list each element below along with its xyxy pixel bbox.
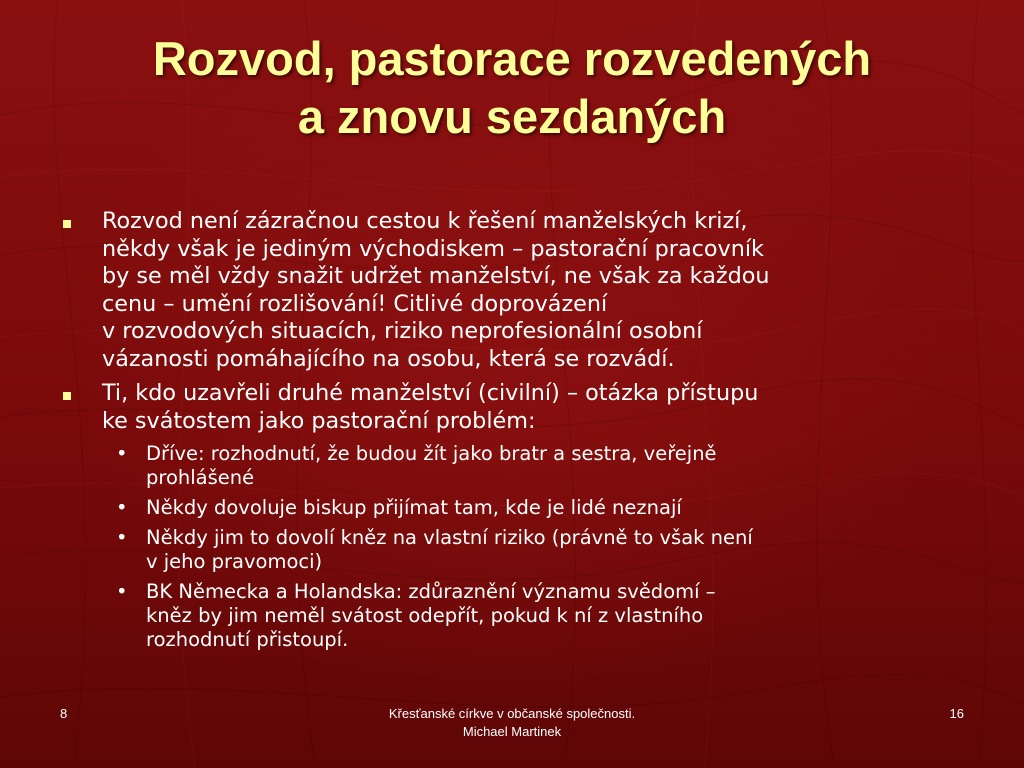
footer-caption (312, 705, 712, 741)
bullet-text-line: by se měl vždy snažit udržet manželství, ne však za každou (102, 263, 770, 289)
bullet-text-line: někdy však je jediným východiskem – pastorační pracovník (102, 235, 764, 262)
round-bullet-icon: • (116, 496, 128, 519)
sub-bullet-text-line: Někdy jim to dovolí kněz na vlastní riziko (právně to však není (146, 526, 753, 549)
square-bullet-icon (63, 220, 71, 228)
sub-bullet-text-line: Někdy dovoluje biskup přijímat tam, kde je lidé neznají (146, 496, 682, 519)
footer-caption-line: Křesťanské církve v občanské společnosti. (388, 706, 636, 721)
sub-bullet-item (60, 526, 975, 574)
sub-bullet-text-line: Dříve: rozhodnutí, že budou žít jako bratr a sestra, veřejně (146, 442, 717, 465)
sub-bullet-item (60, 496, 975, 520)
round-bullet-icon: • (116, 580, 128, 603)
bullet-list (60, 208, 975, 658)
slide-title-line: Rozvod, pastorace rozvedených (152, 32, 872, 85)
round-bullet-icon: • (116, 442, 128, 465)
bullet-text-line: Ti, kdo uzavřeli druhé manželství (civilní) – otázka přístupu (102, 380, 759, 406)
bullet-text-line: ke svátostem jako pastorační problém: (102, 407, 536, 434)
sub-bullet-text-line: prohlášené (146, 466, 255, 489)
footer-caption-line: Michael Martinek (462, 724, 562, 739)
round-bullet-icon: • (116, 526, 128, 549)
slide-title-line: a znovu sezdaných (297, 90, 727, 143)
sub-bullet-text-line: kněz by jim neměl svátost odepřít, pokud k ní z vlastního (146, 604, 704, 627)
page-number: 16 (949, 706, 964, 721)
slide-title (40, 30, 984, 146)
slide-number-left: 8 (60, 706, 68, 721)
sub-bullet-text-line: rozhodnutí přistoupí. (146, 628, 349, 651)
bullet-text-line: v rozvodových situacích, riziko neprofesionální osobní (102, 318, 703, 344)
bullet-text-line: Rozvod není zázračnou cestou k řešení manželských krizí, (102, 208, 748, 234)
bullet-text-line: vázanosti pomáhajícího na osobu, která se rozvádí. (102, 345, 675, 372)
bullet-item (60, 208, 975, 373)
square-bullet-icon (63, 392, 71, 400)
bullet-text-line: cenu – umění rozlišování! Citlivé doprovázení (102, 290, 608, 317)
sub-bullet-text-line: BK Německa a Holandska: zdůraznění významu svědomí – (146, 580, 716, 603)
sub-bullet-item (60, 580, 975, 652)
sub-bullet-item (60, 442, 975, 490)
sub-bullet-text-line: v jeho pravomoci) (146, 550, 323, 573)
bullet-item (60, 380, 975, 435)
